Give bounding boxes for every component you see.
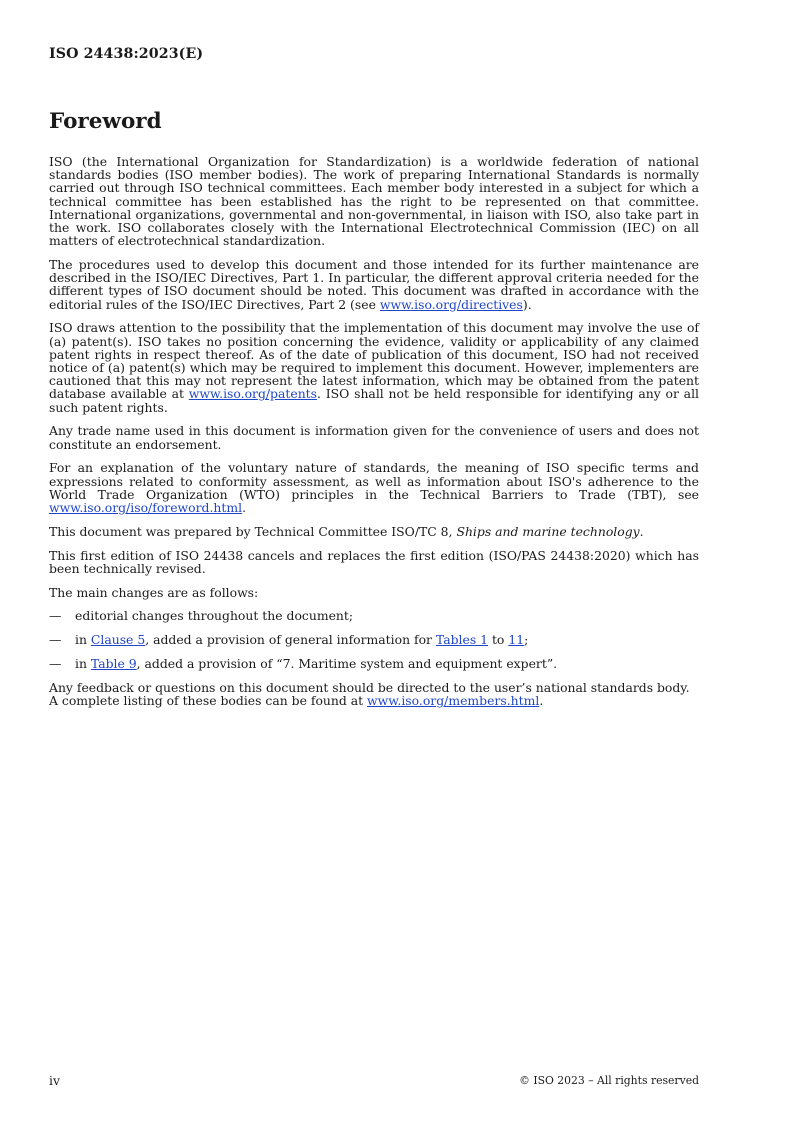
- document-page: [49, 0, 699, 1122]
- paragraph-text: .: [242, 500, 247, 516]
- committee-name: Ships and marine technology: [456, 523, 640, 539]
- patents-link[interactable]: www.iso.org/patents: [188, 386, 318, 402]
- page-title: Foreword: [49, 109, 162, 134]
- table-11-link[interactable]: 11: [508, 632, 525, 648]
- paragraph-iso-intro: ISO (the International Organization for Standardization) is a worldwide federation of national standards bodies (ISO member bodies). The work of preparing International Standards is normally carried out through ISO technical committees. Each member body interested in a subject for which a technical committee has been established has the right to be represented on that committee. International organizations, governmental and non-governmental, in liaison with ISO, also take part in the work. ISO collaborates closely with the International Electrotechnical Commission (IEC) on all matters of electrotechnical standardization.: [49, 154, 699, 249]
- list-item: [49, 633, 699, 646]
- paragraph-trade-name: Any trade name used in this document is information given for the convenience of users and does not constitute an endorsement.: [49, 423, 699, 452]
- dash-marker: —: [49, 656, 62, 672]
- list-item-text: [75, 633, 699, 646]
- dash-marker: —: [49, 608, 62, 624]
- paragraph-procedures: [49, 258, 699, 311]
- members-link[interactable]: www.iso.org/members.html: [367, 693, 540, 709]
- paragraph-text: Any feedback or questions on this document should be directed to the user’s national standards body. A complete listing of these bodies can be found at: [49, 679, 690, 709]
- dash-marker: —: [49, 632, 62, 648]
- list-item: [49, 657, 699, 670]
- page-number: iv: [49, 1073, 60, 1088]
- paragraph-text: The procedures used to develop this document and those intended for its further maintenance are described in the ISO/IEC Directives, Part 1. In particular, the different approval criteria needed for the different types of ISO document should be noted. This document was drafted in accordance with the editorial rules of the ISO/IEC Directives, Part 2 (see: [49, 257, 699, 312]
- list-item: [49, 609, 699, 622]
- paragraph-feedback: [49, 681, 699, 707]
- table-9-link[interactable]: Table 9: [90, 656, 137, 672]
- paragraph-edition: This first edition of ISO 24438 cancels and replaces the first edition (ISO/PAS 24438:2020) which has been technically revised.: [49, 547, 699, 576]
- directives-link[interactable]: www.iso.org/directives: [379, 296, 523, 312]
- paragraph-text: ISO draws attention to the possibility that the implementation of this document may involve the use of (a) patent(s). ISO takes no position concerning the evidence, validity or applicability of any claimed patent rights in respect thereof. As of the date of publication of this document, ISO had not received notice of (a) patent(s) which may be required to implement this document. However, implementers are cautioned that this may not represent the latest information, which may be obtained from the patent database available at: [49, 320, 699, 402]
- list-text: ;: [524, 632, 529, 648]
- document-id: ISO 24438:2023(E): [49, 46, 204, 62]
- list-text: in: [75, 656, 91, 672]
- list-item-text: editorial changes throughout the document;: [75, 608, 354, 624]
- paragraph-patents: [49, 321, 699, 413]
- paragraph-text: .: [539, 693, 544, 709]
- paragraph-text: This document was prepared by Technical Committee ISO/TC 8,: [49, 523, 457, 539]
- tables-1-link[interactable]: Tables 1: [435, 632, 489, 648]
- paragraph-text: ).: [522, 296, 532, 312]
- paragraph-voluntary-nature: [49, 461, 699, 514]
- paragraph-committee: [49, 525, 699, 538]
- list-text: in: [75, 632, 91, 648]
- list-text: , added a provision of “7. Maritime system and equipment expert”.: [136, 656, 558, 672]
- paragraph-changes-intro: The main changes are as follows:: [49, 584, 259, 600]
- list-text: to: [488, 632, 509, 648]
- foreword-body: [49, 155, 699, 718]
- paragraph-text: For an explanation of the voluntary nature of standards, the meaning of ISO specific terms and expressions related to conformity assessment, as well as information about ISO's adherence to the World Trade Organization (WTO) principles in the Technical Barriers to Trade (TBT), see: [49, 460, 699, 502]
- list-text: , added a provision of general information for: [145, 632, 436, 648]
- foreword-link[interactable]: www.iso.org/iso/foreword.html: [49, 500, 243, 516]
- paragraph-text: .: [639, 523, 644, 539]
- clause-5-link[interactable]: Clause 5: [90, 632, 146, 648]
- paragraph-text: . ISO shall not be held responsible for identifying any or all such patent rights.: [49, 386, 699, 415]
- copyright-notice: © ISO 2023 – All rights reserved: [519, 1074, 699, 1087]
- list-item-text: [75, 657, 699, 670]
